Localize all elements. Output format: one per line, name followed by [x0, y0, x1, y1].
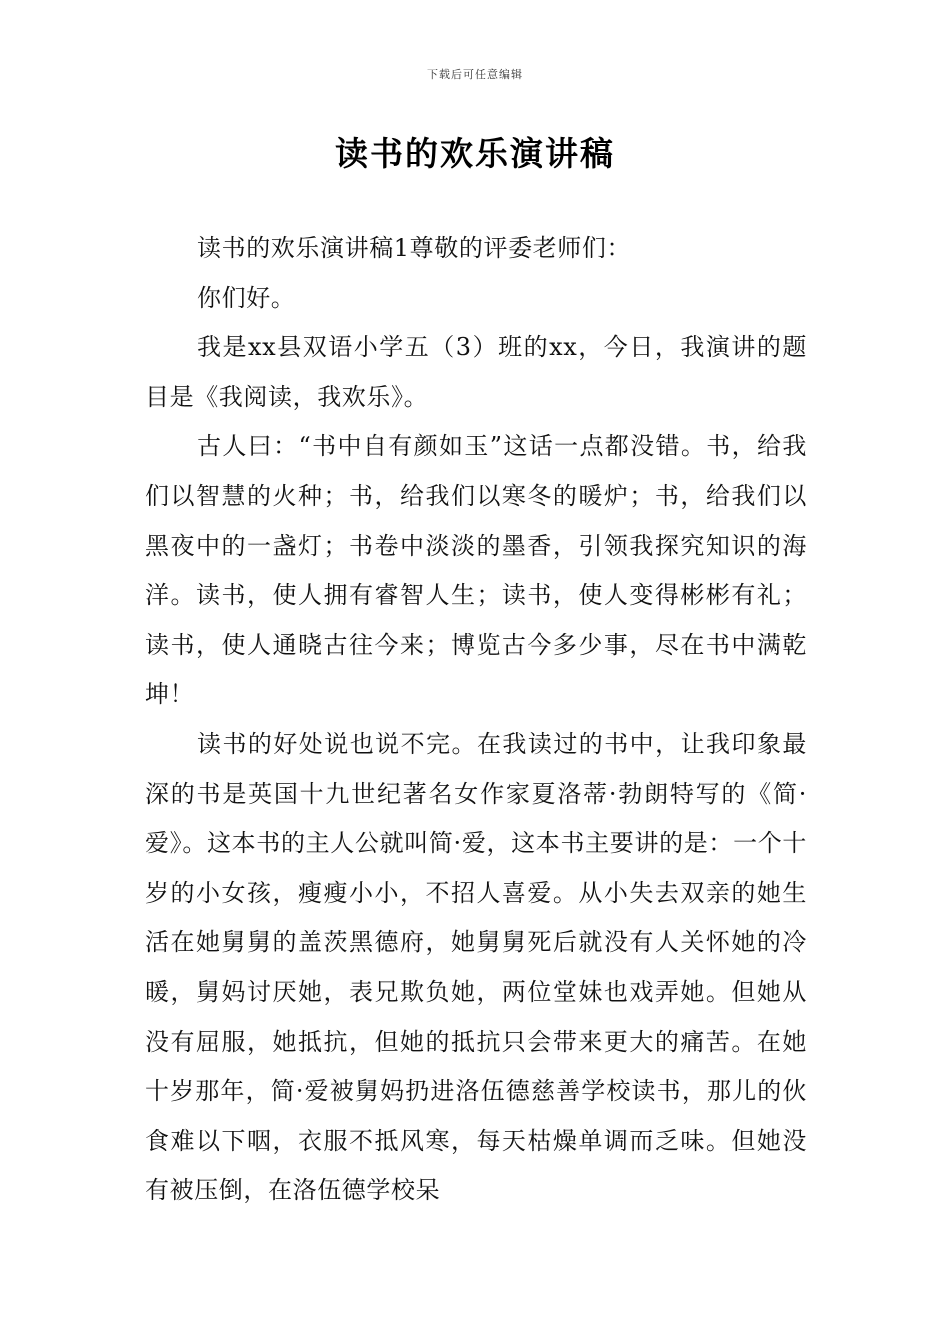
document-body: [145, 224, 807, 1216]
document-title: 读书的欢乐演讲稿: [335, 134, 615, 173]
paragraph-jane-eyre: 读书的好处说也说不完。在我读过的书中，让我印象最深的书是英国十九世纪著名女作家夏洛蒂·勃朗特写的《简·爱》。这本书的主人公就叫简·爱，这本书主要讲的是：一个十岁的小女孩，瘦瘦小小，不招人喜爱。从小失去双亲的她生活在她舅舅的盖茨黑德府，她舅舅死后就没有人关怀她的冷暖，舅妈讨厌她，表兄欺负她，两位堂妹也戏弄她。但她从没有屈服，她抵抗，但她的抵抗只会带来更大的痛苦。在她十岁那年，简·爱被舅妈扔进洛伍德慈善学校读书，那儿的伙食难以下咽，衣服不抵风寒，每天枯燥单调而乏味。但她没有被压倒，在洛伍德学校呆: [145, 729, 807, 1205]
header-note: 下载后可任意编辑: [427, 68, 523, 81]
paragraph-introduction: 我是xx县双语小学五（3）班的xx，今日，我演讲的题目是《我阅读，我欢乐》。: [145, 333, 807, 411]
paragraph-ancient-saying: 古人曰：“书中自有颜如玉”这话一点都没错。书，给我们以智慧的火种；书，给我们以寒冬的暖炉；书，给我们以黑夜中的一盏灯；书卷中淡淡的墨香，引领我探究知识的海洋。读书，使人拥有睿智人生；读书，使人变得彬彬有礼；读书，使人通晓古往今来；博览古今多少事，尽在书中满乾坤！: [145, 432, 807, 709]
paragraph-hello: 你们好。: [197, 283, 296, 312]
paragraph-greeting: 读书的欢乐演讲稿1尊敬的评委老师们：: [197, 234, 632, 262]
